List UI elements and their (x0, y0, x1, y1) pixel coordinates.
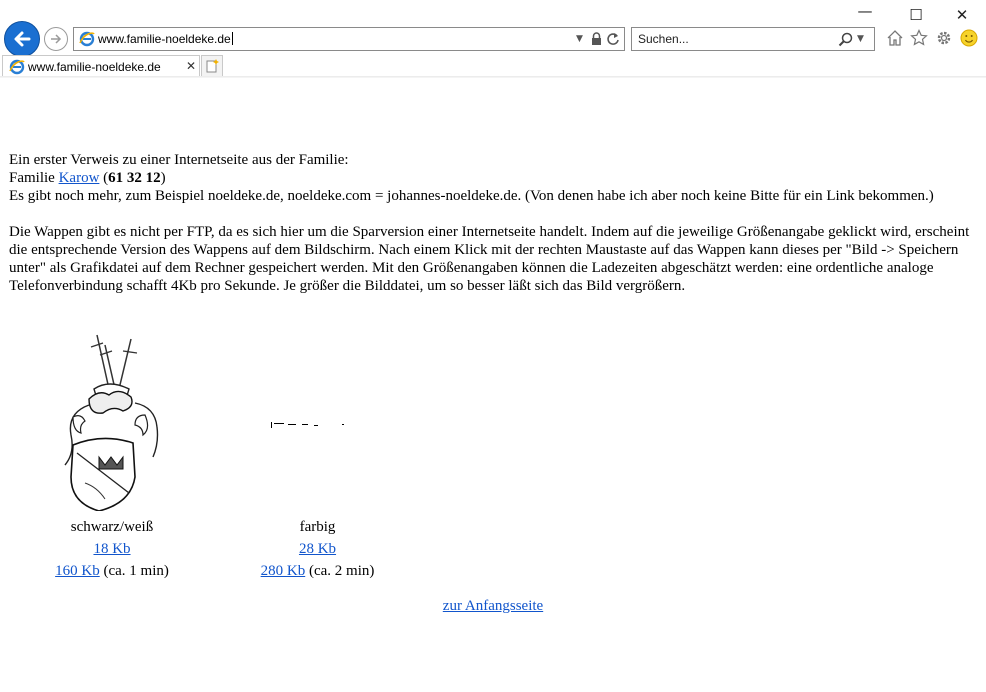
lock-icon[interactable] (591, 32, 602, 46)
crest-color-block (245, 516, 390, 582)
home-link[interactable]: zur Anfangsseite (442, 598, 544, 614)
favorites-star-icon[interactable] (910, 29, 928, 47)
crest-bw-time-note: (ca. 1 min) (99, 563, 169, 579)
family-num-close: ) (160, 170, 166, 186)
tab-close-icon[interactable]: ✕ (186, 59, 197, 73)
arrow-left-icon (11, 28, 33, 50)
address-dropdown-icon[interactable]: ▼ (576, 34, 583, 44)
intro-text (9, 151, 981, 205)
address-bar[interactable] (73, 27, 625, 51)
crest-color-280kb-link[interactable]: 280 Kb (260, 563, 306, 579)
back-button[interactable] (4, 21, 40, 57)
gear-icon[interactable] (935, 29, 953, 47)
crest-color-28kb-link[interactable]: 28 Kb (298, 541, 337, 557)
smiley-feedback-icon[interactable] (960, 29, 978, 47)
search-box[interactable] (631, 27, 875, 51)
wappen-info-text: Die Wappen gibt es nicht per FTP, da es sich hier um die Sparversion einer Internetseite handelt. Indem auf die jeweilige Größenangabe geklickt wird, erscheint die entsprechende Version des Wappens auf dem Bildschirm. Nach einem Klick mit der rechten Maustaste auf das Wappen kann dieses per "Bild -> Speichern unter" als Grafikdatei auf dem Rechner gespeichert werden. Mit den Größenangaben können die Ladezeiten abgeschätzt werden: eine ordentliche analoge Telefonverbindung schafft 4Kb pro Sekunde. Je größer die Bilddatei, um so besser läßt sich das Bild vergrößern. (9, 224, 970, 294)
page-content (9, 151, 981, 295)
address-input[interactable]: www.familie-noeldeke.de (98, 32, 231, 46)
tab-active[interactable] (2, 55, 200, 77)
crest-color-image-broken[interactable] (270, 421, 346, 429)
minimize-button[interactable]: — (857, 2, 873, 20)
more-links-text: Es gibt noch mehr, zum Beispiel noeldeke.de, noeldeke.com = johannes-noeldeke.de. (Von denen habe ich aber noch keine Bitte für ein Link bekommen.) (9, 188, 934, 204)
crest-bw-caption: schwarz/weiß (70, 519, 154, 535)
search-icon[interactable] (838, 32, 853, 47)
family-num-open: ( (99, 170, 109, 186)
forward-button[interactable] (44, 27, 68, 51)
search-input[interactable]: Suchen... (638, 32, 689, 46)
ie-icon (79, 31, 95, 47)
home-icon[interactable] (886, 29, 904, 47)
tab-title: www.familie-noeldeke.de (28, 60, 161, 74)
close-window-button[interactable]: ✕ (955, 6, 969, 24)
browser-chrome (0, 0, 986, 78)
crest-color-time-note: (ca. 2 min) (305, 563, 375, 579)
arrow-right-icon (48, 31, 64, 47)
new-tab-icon (202, 56, 222, 76)
family-number: 61 32 12 (108, 170, 161, 186)
new-tab-button[interactable] (201, 55, 223, 77)
crest-bw-160kb-link[interactable]: 160 Kb (55, 563, 100, 579)
family-prefix: Familie (9, 170, 59, 186)
maximize-button[interactable]: ☐ (909, 6, 923, 24)
refresh-icon[interactable] (606, 31, 620, 47)
karow-link[interactable]: Karow (58, 170, 100, 186)
crest-bw-block (40, 516, 184, 582)
crest-bw-18kb-link[interactable]: 18 Kb (93, 541, 131, 557)
tab-strip-divider (0, 76, 986, 78)
ie-icon (9, 59, 25, 75)
search-dropdown-icon[interactable]: ▼ (857, 34, 864, 44)
intro-line: Ein erster Verweis zu einer Internetseite aus der Familie: (9, 152, 349, 168)
crest-color-caption: farbig (299, 519, 336, 535)
crest-bw-image[interactable] (59, 333, 163, 511)
home-link-container (0, 598, 986, 615)
